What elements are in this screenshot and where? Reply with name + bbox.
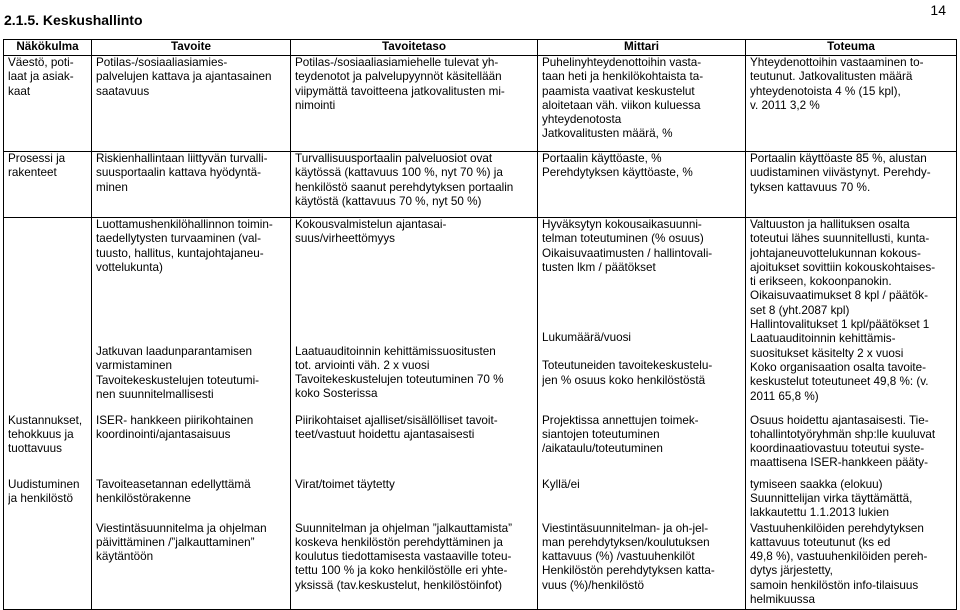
cell-line: Laatuauditoinnin kehittämis-: [750, 332, 896, 346]
cell-line: koordinaatiovastuu toteutui syste-: [750, 442, 925, 456]
cell-line: tymiseen saakka (elokuu): [750, 477, 883, 491]
cell-line: saatavuus: [96, 84, 150, 98]
cell-line: man perehdytyksen/koulutuksen: [542, 535, 710, 549]
cell-nakokulma: [4, 414, 92, 478]
cell-line: Lukumäärä/vuosi: [542, 331, 632, 345]
cell-line: taan heti ja henkilökohtaista ta-: [542, 70, 704, 84]
cell-line: kattavuus toteutunut (ks ed: [750, 535, 891, 549]
cell-line: rakenteet: [8, 166, 57, 180]
cell-line: Kustannukset,: [8, 413, 83, 427]
cell-tavoite: [92, 218, 291, 414]
cell-line: henkilöstörakenne: [96, 491, 191, 505]
cell-line: Oikaisuvaatimukset 8 kpl / päätök-: [750, 289, 928, 303]
cell-line: 49,8 %), vastuuhenkilöiden pereh-: [750, 550, 928, 564]
table-row: [4, 522, 957, 610]
cell-line: taedellytysten turvaaminen (val-: [96, 232, 262, 246]
cell-toteuma: [746, 56, 957, 152]
cell-line: ja henkilöstö: [8, 491, 73, 505]
cell-line: Tavoitekeskustelujen toteutuminen 70 %: [295, 373, 504, 387]
cell-line: nen suunnitelmallisesti: [96, 388, 214, 402]
cell-line: Väestö, poti-: [8, 56, 74, 69]
cell-tavoite: [92, 478, 291, 522]
cell-line: käytäntöön: [96, 550, 154, 564]
cell-line: Uudistuminen: [8, 477, 80, 491]
cell-line: tehokkuus ja: [8, 427, 74, 441]
cell-line: päivittäminen /”jalkauttaminen”: [96, 535, 255, 549]
cell-line: vuus (%)/henkilöstö: [542, 578, 644, 592]
cell-nakokulma: [4, 56, 92, 152]
cell-tavoite: [92, 152, 291, 218]
table-row: [4, 414, 957, 478]
cell-line: helmikuussa: [750, 592, 815, 606]
header-tavoitetaso: Tavoitetaso: [291, 40, 538, 56]
cell-line: teutunut. Jatkovalitusten määrä: [750, 70, 913, 84]
cell-line: teydenotot ja palvelupyynnöt käsitellään: [295, 70, 502, 84]
cell-line: 2011 65,8 %): [750, 389, 819, 403]
cell-line: Turvallisuusportaalin palveluosiot ovat: [295, 152, 493, 165]
cell-line: Osuus hoidettu ajantasaisesti. Tie-: [750, 413, 929, 427]
cell-line: Tavoiteasetannan edellyttämä: [96, 477, 251, 491]
cell-line: tot. arviointi väh. 2 x vuosi: [295, 358, 430, 372]
cell-line: v. 2011 3,2 %: [750, 98, 820, 112]
cell-line: suusportaalin kattava hyödyntä-: [96, 166, 262, 180]
cell-line: suositukset käsitelty 2 x vuosi: [750, 346, 904, 360]
page-number: 14: [930, 2, 946, 18]
cell-line: ISER- hankkeen piirikohtainen: [96, 413, 254, 427]
table-row: [4, 218, 957, 414]
cell-line: varmistaminen: [96, 359, 172, 373]
cell-line: Portaalin käyttöaste, %: [542, 152, 662, 165]
cell-line: Riskienhallintaan liittyvän turvalli-: [96, 152, 268, 165]
cell-line: tuottavuus: [8, 442, 62, 456]
cell-mittari: [538, 414, 746, 478]
cell-line: koulutus tiedottamisesta vastaaville toteu-: [295, 550, 512, 564]
cell-line: jen % osuus koko henkilöstöstä: [542, 373, 706, 387]
cell-line: Perehdytyksen käyttöaste, %: [542, 166, 693, 180]
cell-line: maattisena ISER-hankkeen pääty-: [750, 456, 929, 470]
cell-toteuma: [746, 152, 957, 218]
cell-line: nimointi: [295, 98, 336, 112]
cell-mittari: [538, 522, 746, 610]
cell-line: teet/vastuut hoidettu ajantasaisesti: [295, 427, 475, 441]
cell-line: lakkautettu 1.1.2013 lukien: [750, 506, 890, 520]
table-row: [4, 56, 957, 152]
cell-tavoite: [92, 522, 291, 610]
cell-tavoitetaso: [291, 218, 538, 414]
cell-mittari: [538, 218, 746, 414]
cell-line: Potilas-/sosiaaliasiamies-: [96, 56, 228, 69]
cell-line: yksissä (tav.keskustelut, henkilöstöinfot): [295, 578, 502, 592]
goals-table: [3, 39, 957, 610]
cell-line: /aikataulu/toteutuminen: [542, 442, 663, 456]
header-mittari: Mittari: [538, 40, 746, 56]
cell-line: dytys järjestetty,: [750, 564, 833, 578]
cell-line: Tavoitekeskustelujen toteutumi-: [96, 373, 260, 387]
cell-line: koordinointi/ajantasaisuus: [96, 427, 231, 441]
table-row: [4, 152, 957, 218]
cell-line: yhteydenotosta: [542, 113, 622, 127]
header-row: [4, 40, 957, 56]
cell-line: käytöstä (kattavuus 70 %, nyt 50 %): [295, 194, 482, 208]
cell-line: tuusto, hallitus, kuntajohtajaneu-: [96, 246, 264, 260]
cell-line: Luottamushenkilöhallinnon toimin-: [96, 218, 273, 231]
cell-line: Laatuauditoinnin kehittämissuositusten: [295, 344, 496, 358]
cell-line: Viestintäsuunnitelma ja ohjelman: [96, 521, 267, 535]
cell-line: telman toteutuminen (% osuus): [542, 232, 704, 246]
cell-line: Portaalin käyttöaste 85 %, alustan: [750, 152, 927, 165]
cell-line: Koko organisaation osalta tavoite-: [750, 360, 927, 374]
table-row: [4, 478, 957, 522]
cell-line: Toteutuneiden tavoitekeskustelu-: [542, 359, 713, 373]
cell-nakokulma: [4, 522, 92, 610]
cell-line: yhteydenotoista 4 % (15 kpl),: [750, 84, 901, 98]
cell-line: Valtuuston ja hallituksen osalta: [750, 218, 910, 231]
cell-line: Henkilöstön perehdytyksen katta-: [542, 564, 715, 578]
cell-line: minen: [96, 180, 128, 194]
cell-mittari: [538, 478, 746, 522]
cell-line: laat ja asiak-: [8, 70, 74, 84]
cell-line: Piirikohtaiset ajalliset/sisällölliset tavoit-: [295, 413, 498, 427]
cell-line: tyksen kattavuus 70 %.: [750, 180, 871, 194]
cell-tavoitetaso: [291, 152, 538, 218]
cell-toteuma: [746, 218, 957, 414]
cell-mittari: [538, 152, 746, 218]
cell-line: Suunnittelijan virka täyttämättä,: [750, 491, 913, 505]
cell-line: Hyväksytyn kokousaikasuunni-: [542, 218, 702, 231]
cell-line: Kokousvalmistelun ajantasai-: [295, 218, 447, 231]
cell-tavoite: [92, 56, 291, 152]
cell-line: siantojen toteutuminen: [542, 427, 660, 441]
cell-line: vottelukunta): [96, 260, 163, 274]
cell-line: johtajaneuvottelukunnan kokous-: [750, 246, 921, 260]
cell-line: tusten lkm / päätökset: [542, 260, 656, 274]
cell-tavoitetaso: [291, 478, 538, 522]
section-heading: 2.1.5. Keskushallinto: [4, 12, 143, 28]
cell-line: suus/virheettömyys: [295, 232, 396, 246]
header-toteuma: Toteuma: [746, 40, 957, 56]
cell-tavoitetaso: [291, 414, 538, 478]
cell-line: ti erikseen, kokoonpanokin.: [750, 275, 892, 289]
cell-line: Viestintäsuunnitelman- ja oh-jel-: [542, 521, 709, 535]
cell-nakokulma: [4, 478, 92, 522]
cell-line: Vastuuhenkilöiden perehdytyksen: [750, 521, 924, 535]
cell-line: aloitetaan väh. viikon kuluessa: [542, 98, 701, 112]
cell-nakokulma: [4, 152, 92, 218]
cell-line: kaat: [8, 84, 31, 98]
cell-line: Hallintovalitukset 1 kpl/päätökset 1: [750, 318, 930, 332]
cell-line: käytössä (kattavuus 100 %, nyt 70 %) ja: [295, 166, 503, 180]
cell-tavoitetaso: [291, 56, 538, 152]
cell-line: Oikaisuvaatimusten / hallintovali-: [542, 246, 713, 260]
cell-mittari: [538, 56, 746, 152]
cell-toteuma: [746, 478, 957, 522]
cell-line: Potilas-/sosiaaliasiamiehelle tulevat yh-: [295, 56, 499, 69]
cell-line: henkilöstö saanut perehdytyksen portaalin: [295, 180, 514, 194]
cell-line: samoin henkilöstön info-tilaisuus: [750, 578, 919, 592]
cell-line: Virat/toimet täytetty: [295, 477, 395, 491]
cell-line: Projektissa annettujen toimek-: [542, 413, 699, 427]
cell-line: viipymättä tavoitteena jatkovalitusten mi-: [295, 84, 505, 98]
cell-nakokulma: [4, 218, 92, 414]
cell-toteuma: [746, 522, 957, 610]
cell-line: koskeva henkilöstön perehdyttäminen ja: [295, 535, 503, 549]
cell-line: kattavuus (%) /vastuuhenkilöt: [542, 550, 695, 564]
cell-line: koko Sosterissa: [295, 387, 378, 401]
cell-line: paamista vaativat keskustelut: [542, 84, 695, 98]
cell-line: tettu 100 % ja koko henkilöstölle eri yhte-: [295, 564, 508, 578]
header-tavoite: Tavoite: [92, 40, 291, 56]
cell-line: Yhteydenottoihin vastaaminen to-: [750, 56, 924, 69]
cell-tavoitetaso: [291, 522, 538, 610]
cell-tavoite: [92, 414, 291, 478]
cell-toteuma: [746, 414, 957, 478]
cell-line: tohallintotyöryhmän shp:lle kuuluvat: [750, 427, 936, 441]
cell-line: palvelujen kattava ja ajantasainen: [96, 70, 272, 84]
cell-line: Kyllä/ei: [542, 477, 580, 491]
cell-line: Puhelinyhteydenottoihin vasta-: [542, 56, 702, 69]
cell-line: ajoitukset sovittiin kokouskohtaises-: [750, 260, 936, 274]
header-nakokulma: Näkökulma: [4, 40, 92, 56]
cell-line: toteutui lähes suunnitellusti, kunta-: [750, 232, 930, 246]
cell-line: Prosessi ja: [8, 152, 66, 165]
cell-line: keskustelut toteutuneet 49,8 %: (v.: [750, 375, 929, 389]
cell-line: Jatkovalitusten määrä, %: [542, 127, 673, 141]
cell-line: uudistaminen viivästynyt. Perehdy-: [750, 166, 931, 180]
cell-line: Jatkuvan laadunparantamisen: [96, 345, 252, 359]
cell-line: set 8 (yht.2087 kpl): [750, 303, 850, 317]
cell-line: Suunnitelman ja ohjelman ”jalkauttamista”: [295, 521, 512, 535]
